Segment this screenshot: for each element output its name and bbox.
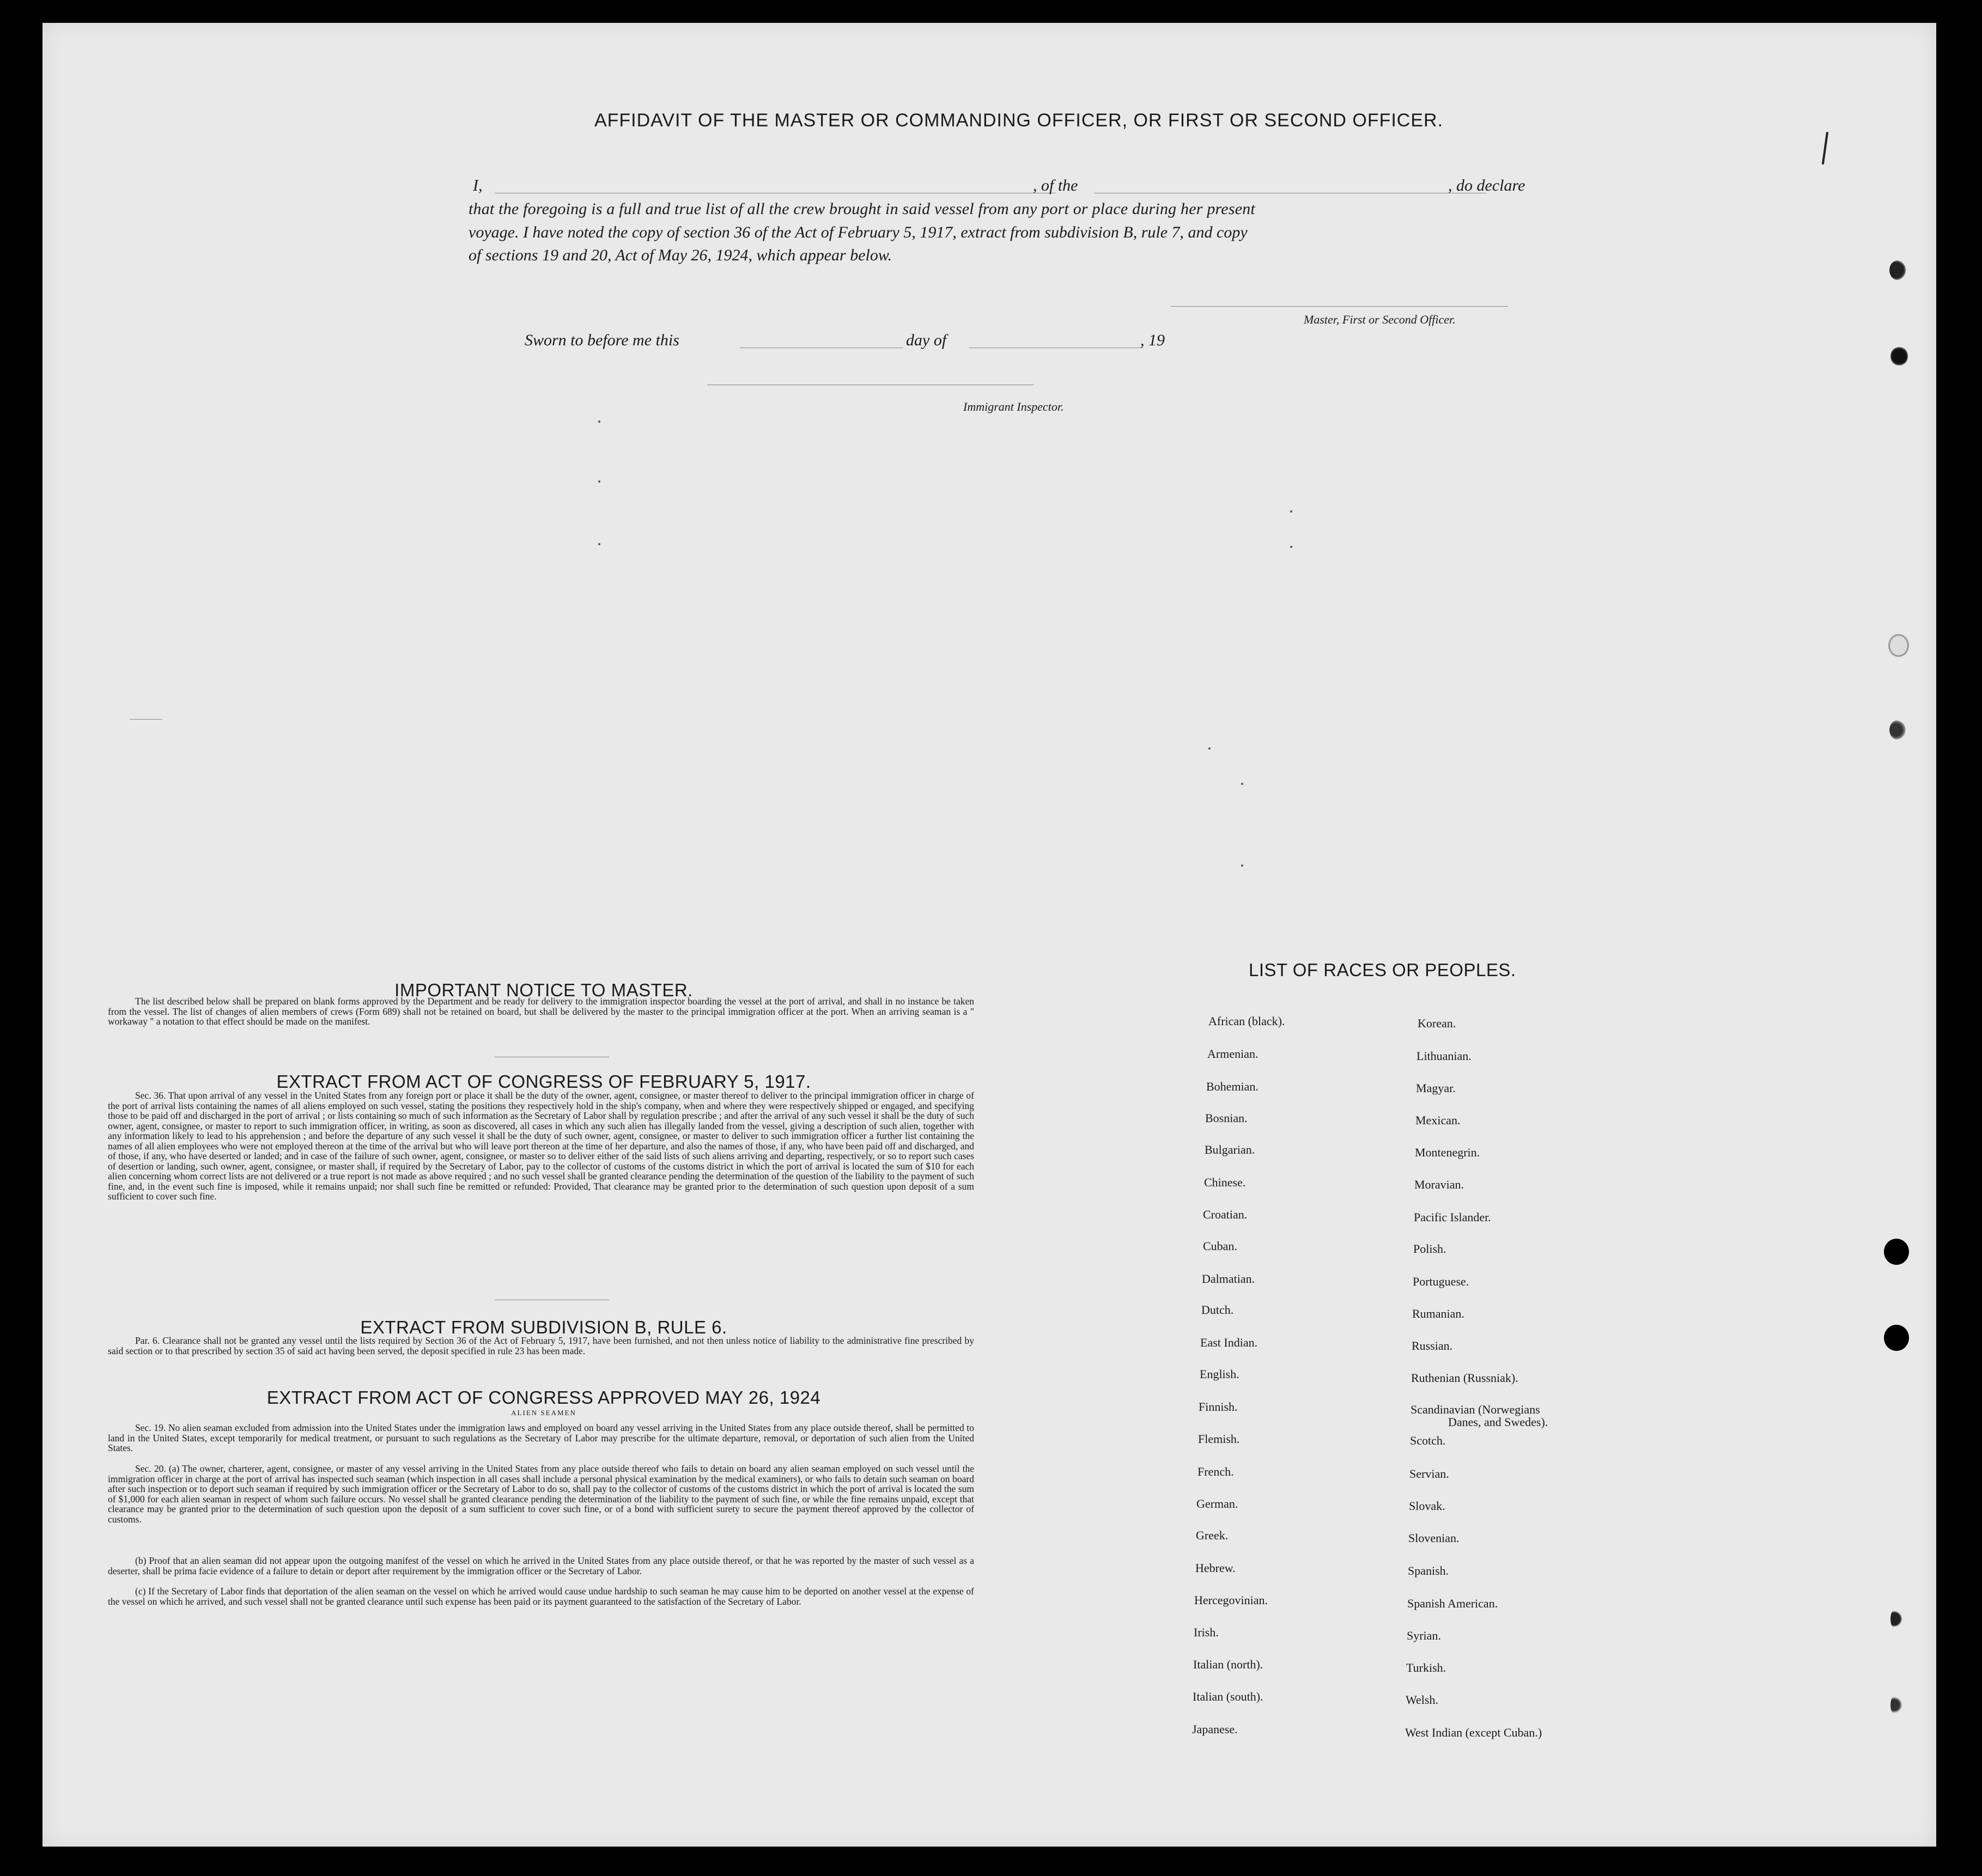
race-right-item: Montenegrin. — [1415, 1146, 1480, 1159]
race-left-item: Italian (south). — [1193, 1690, 1263, 1703]
binder-hole — [1888, 634, 1909, 657]
race-right-item: Scotch. — [1410, 1434, 1446, 1447]
scan-mark — [1290, 546, 1292, 548]
race-right-item: Portuguese. — [1413, 1275, 1469, 1288]
binder-hole — [1890, 1694, 1902, 1716]
race-left-item: Finnish. — [1199, 1400, 1238, 1414]
affidavit-statement-3: of sections 19 and 20, Act of May 26, 1924, which appear below. — [469, 246, 892, 264]
pen-mark — [1822, 132, 1828, 165]
race-right-item: Scandinavian (Norwegians — [1410, 1403, 1540, 1416]
affidavit-title: AFFIDAVIT OF THE MASTER OR COMMANDING OFFICER, OR FIRST OR SECOND OFFICER. — [594, 110, 1444, 131]
race-left-item: Croatian. — [1203, 1208, 1248, 1221]
binder-hole — [1890, 1608, 1902, 1630]
race-right-item: Mexican. — [1415, 1113, 1461, 1127]
race-right-item: Spanish. — [1408, 1564, 1449, 1577]
extract-1924-sec20b: (b) Proof that an alien seaman did not appear upon the outgoing manifest of the vessel on which he arrived in the United States from any place outside thereof, or that he was reported by the master of such vessel as a deserter, shall be prima facie evidence of a failure to detain or deport after requirement by the immigration officer or the Secretary of Labor. — [108, 1555, 974, 1576]
notice-title: IMPORTANT NOTICE TO MASTER. — [394, 980, 693, 1000]
race-left-item: Flemish. — [1198, 1432, 1240, 1446]
affidavit-of-the: , of the — [1033, 176, 1078, 194]
race-left-item: Hebrew. — [1195, 1561, 1236, 1575]
notice-body: The list described below shall be prepared on blank forms approved by the Department and be ready for delivery to the immigration inspector boarding the vessel at the port of arrival, and shall in no instance be taken from the vessel. The list of changes of alien members of crews (Form 689) shall not be retained on board, but shall be delivered by the master to the principal immigration officer at the port. When an arriving seaman is a " workaway " a notation to that effect should be made on the manifest. — [108, 996, 974, 1027]
master-signature-line — [1170, 306, 1508, 307]
extract-1924-sec20a: Sec. 20. (a) The owner, charterer, agent, consignee, or master of any vessel arriving in the United States from any place outside thereof who fails to detain on board any alien seaman employed on such vessel until the immigration officer in charge at the port of arrival has inspected such seaman (which inspection in all cases shall include a personal physical examination by the medical examiners), or who fails to detain such seaman on board after such inspection or to deport such seaman if required by such immigration officer or the Secretary of Labor to do so, shall pay to the collector of customs of the customs district in which the port of arrival is located the sum of $1,000 for each alien seaman in respect of whom such failure occurs. No vessel shall be granted clearance pending the determination of the liability to the payment of such fine, or while the fine remains unpaid, except that clearance may be granted prior to the determination of such question upon the deposit of a sum sufficient to cover such fine, or of a bond with sufficient surety to secure the payment thereof approved by the collector of customs. — [108, 1463, 974, 1525]
race-right-item: Moravian. — [1414, 1178, 1464, 1191]
extract-1917-title: EXTRACT FROM ACT OF CONGRESS OF FEBRUARY 5, 1917. — [276, 1071, 811, 1092]
affidavit-statement-1: that the foregoing is a full and true list of all the crew brought in said vessel from any port or place during her present — [469, 200, 1255, 218]
extract-rule6-title: EXTRACT FROM SUBDIVISION B, RULE 6. — [360, 1317, 727, 1337]
affidavit-i-label: I, — [473, 176, 483, 194]
race-right-item: Polish. — [1413, 1242, 1446, 1256]
race-left-item: English. — [1200, 1367, 1239, 1381]
scan-mark — [598, 543, 600, 545]
race-left-item: East Indian. — [1200, 1336, 1258, 1349]
race-right-item: Servian. — [1409, 1467, 1449, 1481]
scan-mark — [598, 480, 600, 483]
affidavit-statement-2: voyage. I have noted the copy of section 36 of the Act of February 5, 1917, extract from subdivision B, rule 7, and copy — [469, 223, 1248, 241]
sworn-year-prefix: , 19 — [1140, 331, 1165, 349]
race-right-item: Syrian. — [1407, 1629, 1441, 1642]
scan-mark — [1208, 747, 1211, 750]
race-left-item: Irish. — [1194, 1625, 1219, 1639]
sworn-day-of: day of — [906, 331, 947, 349]
race-left-item: Chinese. — [1204, 1175, 1246, 1189]
master-signature-label: Master, First or Second Officer. — [1304, 313, 1456, 326]
race-left-item: German. — [1196, 1497, 1238, 1510]
inspector-label: Immigrant Inspector. — [963, 400, 1064, 413]
binder-hole — [1889, 720, 1906, 740]
scan-mark — [1290, 510, 1292, 513]
race-left-item: African (black). — [1208, 1014, 1285, 1028]
race-left-item: Greek. — [1196, 1528, 1229, 1542]
race-right-item: Magyar. — [1416, 1081, 1456, 1095]
race-right-item: Lithuanian. — [1416, 1049, 1472, 1063]
race-left-item: Armenian. — [1207, 1047, 1258, 1061]
race-left-item: Cuban. — [1203, 1239, 1237, 1253]
race-left-item: Bohemian. — [1206, 1080, 1258, 1093]
race-left-item: Italian (north). — [1193, 1658, 1263, 1671]
extract-1924-sec20c: (c) If the Secretary of Labor finds that deportation of the alien seaman on the vessel on which he arrived would cause undue hardship to such seaman he may cause him to be deported on another vessel at the expense of the vessel on which he arrived, and such vessel shall not be granted clearance until such expense has been paid or its payment guaranteed to the satisfaction of the Secretary of Labor. — [108, 1586, 974, 1607]
race-right-item: Rumanian. — [1412, 1307, 1464, 1320]
binder-hole — [1884, 1325, 1909, 1351]
binder-hole — [1889, 260, 1906, 280]
race-right-item: Slovak. — [1409, 1499, 1445, 1513]
extract-rule6-body: Par. 6. Clearance shall not be granted any vessel until the lists required by Section 36 of the Act of February 5, 1917, have been furnished, and not then unless notice of liability to the administrative fine prescribed by said section or to that prescribed by section 35 of said act having been served, the deposit specified in rule 23 has been made. — [108, 1335, 974, 1356]
race-right-item: Pacific Islander. — [1414, 1210, 1491, 1224]
race-left-item: Bulgarian. — [1205, 1143, 1255, 1156]
affidavit-do-declare: , do declare — [1448, 176, 1525, 194]
race-right-item: Slovenian. — [1408, 1531, 1460, 1545]
race-right-item: Turkish. — [1406, 1661, 1446, 1674]
race-right-item: Welsh. — [1406, 1693, 1438, 1707]
race-right-item: Spanish American. — [1407, 1597, 1498, 1610]
binder-hole — [1884, 1239, 1909, 1265]
race-right-item-cont: Danes, and Swedes). — [1448, 1415, 1548, 1429]
stray-mark — [130, 719, 162, 720]
race-left-item: French. — [1197, 1465, 1234, 1478]
race-left-item: Dalmatian. — [1202, 1272, 1255, 1286]
race-left-item: Bosnian. — [1205, 1111, 1248, 1125]
race-left-item: Hercegovinian. — [1194, 1593, 1268, 1607]
scan-mark — [598, 421, 600, 423]
binder-hole — [1890, 346, 1908, 366]
scan-mark — [1241, 864, 1243, 867]
race-left-item: Japanese. — [1192, 1722, 1238, 1736]
alien-seamen-subtitle: ALIEN SEAMEN — [511, 1409, 576, 1417]
races-title: LIST OF RACES OR PEOPLES. — [1249, 960, 1516, 980]
extract-1924-title: EXTRACT FROM ACT OF CONGRESS APPROVED MAY 26, 1924 — [266, 1387, 821, 1408]
extract-1924-sec19: Sec. 19. No alien seaman excluded from admission into the United States under the immigration laws and employed on board any vessel arriving in the United States from any place outside thereof, shall be permitted to land in the United States, except temporarily for medical treatment, or pursuant to such regulations as the Secretary of Labor may prescribe for the ultimate departure, removal, or deportation of such alien from the United States. — [108, 1422, 974, 1453]
race-right-item: Ruthenian (Russniak). — [1411, 1371, 1518, 1385]
extract-1917-body: Sec. 36. That upon arrival of any vessel in the United States from any foreign port or place it shall be the duty of the owner, agent, consignee, or master thereof to deliver to the principal immigration officer in charge of the port of arrival lists containing the names of all aliens employed on such vessel, stating the positions they respectively hold in the ship's company, when and where they were respectively shipped or engaged, and specifying those to be paid off and discharged in the port of arrival ; or lists containing so much of such information as the Secretary of Labor shall by regulation prescribe ; and after the arrival of any such vessel it shall be the duty of such owner, agent, consignee, or master to report to such immigration officer, in writing, as soon as discovered, all cases in which any such alien has illegally landed from the vessel, giving a description of such alien, together with any information likely to lead to his apprehension ; and before the departure of any such vessel it shall be the duty of such owner, agent, consignee, or master to deliver to such immigration officer a further list containing the names of all alien employees who were not employed thereon at the time of the arrival but who will leave port thereon at the time of her departure, and also the names of those, if any, who have been paid off and discharged, and of those, if any, who have deserted or landed; and in case of the failure of such owner, agent, consignee, or master so to deliver either of the said lists of such aliens arriving and departing, respectively, or so to report such cases of desertion or landing, such owner, agent, consignee, or master shall, if required by the Secretary of Labor, pay to the collector of customs of the customs district in which the port of arrival is located the sum of $10 for each alien concerning whom correct lists are not delivered or a true report is not made as above required ; and no such vessel shall be granted clearance pending the determination of the question of the liability to the payment of such fine, and, in the event such fine is imposed, while it remains unpaid; nor shall such fine be remitted or refunded: Provided, That clearance may be granted prior to the determination of such question upon deposit of a sum sufficient to cover such fine. — [108, 1090, 974, 1202]
race-right-item: Russian. — [1412, 1339, 1453, 1353]
race-left-item: Dutch. — [1201, 1303, 1234, 1317]
scan-mark — [1241, 783, 1243, 785]
sworn-prefix: Sworn to before me this — [525, 331, 679, 349]
race-right-item: Korean. — [1418, 1016, 1456, 1030]
manifest-page — [42, 23, 1936, 1847]
race-right-item: West Indian (except Cuban.) — [1405, 1726, 1542, 1739]
